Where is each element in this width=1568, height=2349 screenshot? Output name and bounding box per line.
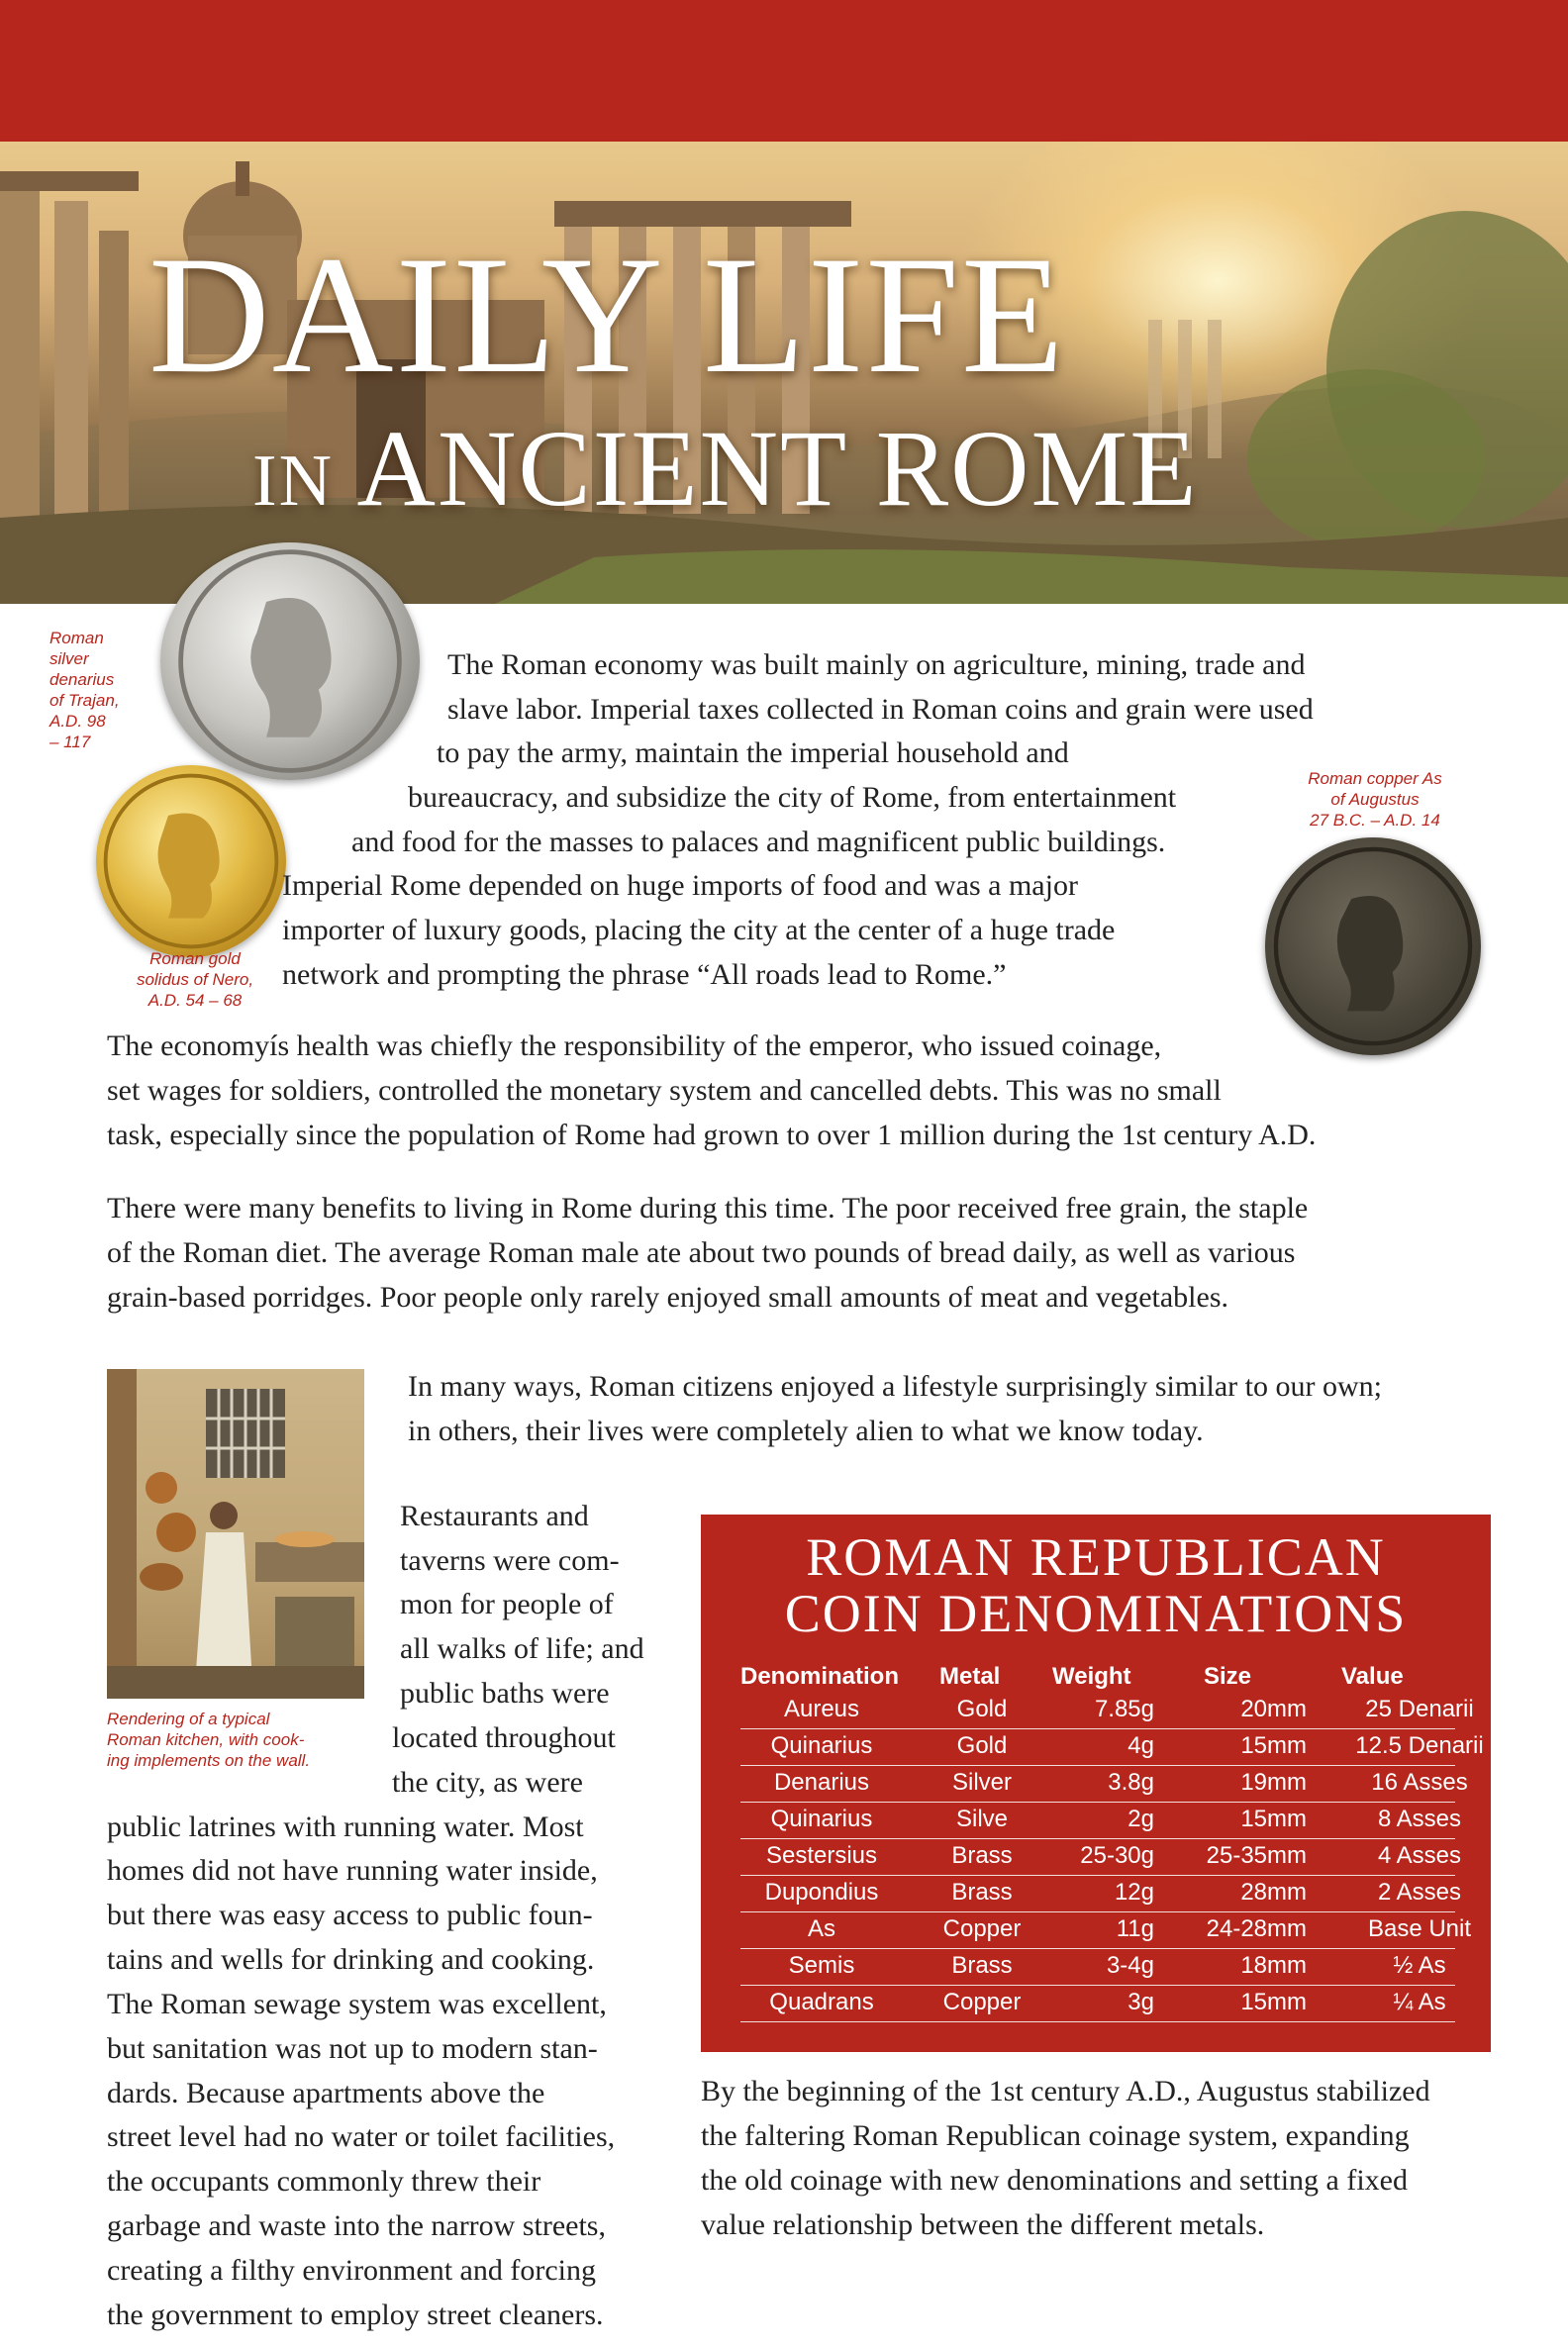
cell-value: 12.5 Denarii: [1355, 1732, 1484, 1759]
table-row: [740, 1692, 1474, 1729]
text-line: public baths were: [400, 1677, 610, 1710]
text-line: network and prompting the phrase “All roads lead to Rome.”: [282, 958, 1007, 991]
cell-size: 20mm: [1240, 1696, 1307, 1722]
cell-size: 24-28mm: [1206, 1915, 1307, 1942]
column-header-value: Value: [1341, 1663, 1404, 1690]
text-line: homes did not have running water inside,: [107, 1854, 598, 1887]
table-row: [740, 1728, 1484, 1766]
cell-weight: 7.85g: [1094, 1696, 1154, 1722]
cell-size: 15mm: [1240, 1989, 1307, 2015]
cell-metal: Copper: [942, 1989, 1022, 2015]
table-row: [740, 1765, 1468, 1803]
copper-coin-caption: Roman copper As of Augustus 27 B.C. – A.D. 14: [1308, 769, 1442, 830]
cell-weight: 2g: [1127, 1806, 1154, 1832]
gold-coin-caption: Roman gold solidus of Nero, A.D. 54 – 68: [136, 949, 254, 1010]
table-title-line2: COIN DENOMINATIONS: [784, 1584, 1408, 1643]
cell-size: 19mm: [1240, 1769, 1307, 1796]
text-line: all walks of life; and: [400, 1632, 644, 1665]
title-in: IN: [252, 440, 335, 522]
table-row: [740, 1875, 1462, 1912]
text-line: public latrines with running water. Most: [107, 1811, 584, 1843]
kitchen-scene-illustration: [107, 1369, 364, 1699]
cell-denomination: Quadrans: [769, 1989, 874, 2015]
silver-denarius-coin-image: [160, 542, 420, 780]
text-line: There were many benefits to living in Rome during this time. The poor received free grain, the staple: [107, 1192, 1309, 1224]
table-row: [740, 1802, 1462, 1839]
text-line: The Roman economy was built mainly on agriculture, mining, trade and: [447, 648, 1306, 681]
text-line: located throughout: [392, 1721, 616, 1754]
cell-value: 16 Asses: [1371, 1769, 1468, 1796]
text-line: the faltering Roman Republican coinage system, expanding: [701, 2119, 1410, 2152]
cell-denomination: Semis: [788, 1952, 855, 1979]
text-line: the old coinage with new denominations and setting a fixed: [701, 2164, 1408, 2197]
text-line: to pay the army, maintain the imperial household and: [437, 736, 1069, 769]
cell-value: 4 Asses: [1377, 1842, 1462, 1869]
column-header-size: Size: [1204, 1663, 1252, 1690]
text-line: value relationship between the different metals.: [701, 2208, 1265, 2241]
cell-weight: 3-4g: [1106, 1952, 1154, 1979]
text-line: the government to employ street cleaners.: [107, 2299, 604, 2331]
cell-metal: Silve: [955, 1806, 1009, 1832]
text-line: By the beginning of the 1st century A.D., Augustus stabilized: [701, 2075, 1430, 2107]
text-line: but there was easy access to public foun-: [107, 1899, 593, 1931]
text-line: but sanitation was not up to modern stan-: [107, 2032, 598, 2065]
text-line: Restaurants and: [400, 1500, 589, 1532]
coin-denominations-table: [701, 1515, 1491, 2052]
text-line: slave labor. Imperial taxes collected in Roman coins and grain were used: [447, 693, 1314, 726]
cell-value: Base Unit: [1367, 1915, 1472, 1942]
cell-size: 28mm: [1240, 1879, 1307, 1906]
table-row: [740, 1838, 1462, 1876]
cell-denomination: As: [807, 1915, 836, 1942]
text-line: the occupants commonly threw their: [107, 2165, 541, 2198]
text-line: mon for people of: [400, 1588, 614, 1620]
cell-value: 25 Denarii: [1365, 1696, 1474, 1722]
text-line: The Roman sewage system was excellent,: [107, 1988, 607, 2020]
cell-size: 25-35mm: [1206, 1842, 1307, 1869]
text-line: taverns were com-: [400, 1544, 620, 1577]
kitchen-image-caption: Rendering of a typical Roman kitchen, with cook- ing implements on the wall.: [107, 1710, 311, 1770]
page-title-line1: DAILY LIFE: [148, 222, 1066, 408]
cell-weight: 3g: [1127, 1989, 1154, 2015]
text-line: garbage and waste into the narrow streets,: [107, 2209, 606, 2242]
text-line: creating a filthy environment and forcing: [107, 2254, 596, 2287]
text-line: the city, as were: [392, 1766, 583, 1799]
cell-metal: Silver: [951, 1769, 1013, 1796]
table-row: [740, 1911, 1472, 1949]
text-line: tains and wells for drinking and cooking.: [107, 1943, 595, 1976]
table-row: [740, 1985, 1455, 2022]
cell-value: 2 Asses: [1377, 1879, 1462, 1906]
text-line: street level had no water or toilet facilities,: [107, 2120, 616, 2153]
cell-weight: 12g: [1114, 1879, 1154, 1906]
text-line: task, especially since the population of Rome had grown to over 1 million during the 1st century A.D.: [107, 1119, 1317, 1151]
cell-denomination: Denarius: [773, 1769, 870, 1796]
cell-denomination: Dupondius: [764, 1879, 879, 1906]
cell-denomination: Aureus: [783, 1696, 860, 1722]
text-line: set wages for soldiers, controlled the monetary system and cancelled debts. This was no small: [107, 1074, 1222, 1107]
cell-metal: Brass: [951, 1952, 1013, 1979]
cell-size: 18mm: [1240, 1952, 1307, 1979]
cell-value: ¼ As: [1393, 1989, 1446, 2015]
column-header-denomination: Denomination: [740, 1663, 899, 1690]
text-line: grain-based porridges. Poor people only rarely enjoyed small amounts of meat and vegetables.: [107, 1281, 1228, 1314]
text-line: The economyís health was chiefly the responsibility of the emperor, who issued coinage,: [107, 1029, 1162, 1062]
text-line: dards. Because apartments above the: [107, 2077, 545, 2109]
cell-size: 15mm: [1240, 1732, 1307, 1759]
emperor-portrait-icon: [160, 542, 420, 780]
cell-metal: Brass: [951, 1879, 1013, 1906]
cell-weight: 4g: [1127, 1732, 1154, 1759]
cell-denomination: Sestersius: [765, 1842, 878, 1869]
text-line: bureaucracy, and subsidize the city of Rome, from entertainment: [408, 781, 1177, 814]
top-banner-bar: [0, 0, 1568, 142]
roman-kitchen-image: [107, 1369, 364, 1699]
cell-metal: Gold: [956, 1732, 1008, 1759]
text-line: importer of luxury goods, placing the city at the center of a huge trade: [282, 914, 1116, 946]
column-header-weight: Weight: [1052, 1663, 1131, 1690]
cell-weight: 11g: [1116, 1915, 1154, 1942]
copper-as-coin-image: [1265, 837, 1481, 1055]
cell-value: ½ As: [1393, 1952, 1446, 1979]
silver-coin-caption: Roman silver denarius of Trajan, A.D. 98 – 117: [49, 629, 120, 751]
cell-weight: 3.8g: [1108, 1769, 1154, 1796]
text-line: In many ways, Roman citizens enjoyed a lifestyle surprisingly similar to our own;: [408, 1370, 1382, 1403]
page-title-line2: [252, 409, 1199, 540]
text-line: in others, their lives were completely alien to what we know today.: [408, 1415, 1204, 1447]
hero-image-roman-forum: [0, 142, 1568, 604]
cell-denomination: Quinarius: [770, 1806, 873, 1832]
text-line: of the Roman diet. The average Roman male ate about two pounds of bread daily, as well as various: [107, 1236, 1296, 1269]
text-line: and food for the masses to palaces and magnificent public buildings.: [351, 826, 1166, 858]
emperor-portrait-icon: [96, 765, 286, 957]
cell-metal: Brass: [951, 1842, 1013, 1869]
cell-size: 15mm: [1240, 1806, 1307, 1832]
cell-value: 8 Asses: [1377, 1806, 1462, 1832]
text-line: Imperial Rome depended on huge imports of food and was a major: [282, 869, 1078, 902]
table-row: [740, 1948, 1455, 1986]
column-header-metal: Metal: [939, 1663, 1001, 1690]
emperor-portrait-icon: [1265, 837, 1481, 1055]
gold-solidus-coin-image: [96, 765, 286, 957]
cell-metal: Gold: [956, 1696, 1008, 1722]
cell-metal: Copper: [942, 1915, 1022, 1942]
cell-denomination: Quinarius: [770, 1732, 873, 1759]
cell-weight: 25-30g: [1080, 1842, 1154, 1869]
title-ancient-rome: ANCIENT ROME: [356, 408, 1199, 529]
table-title-line1: ROMAN REPUBLICAN: [806, 1527, 1386, 1587]
